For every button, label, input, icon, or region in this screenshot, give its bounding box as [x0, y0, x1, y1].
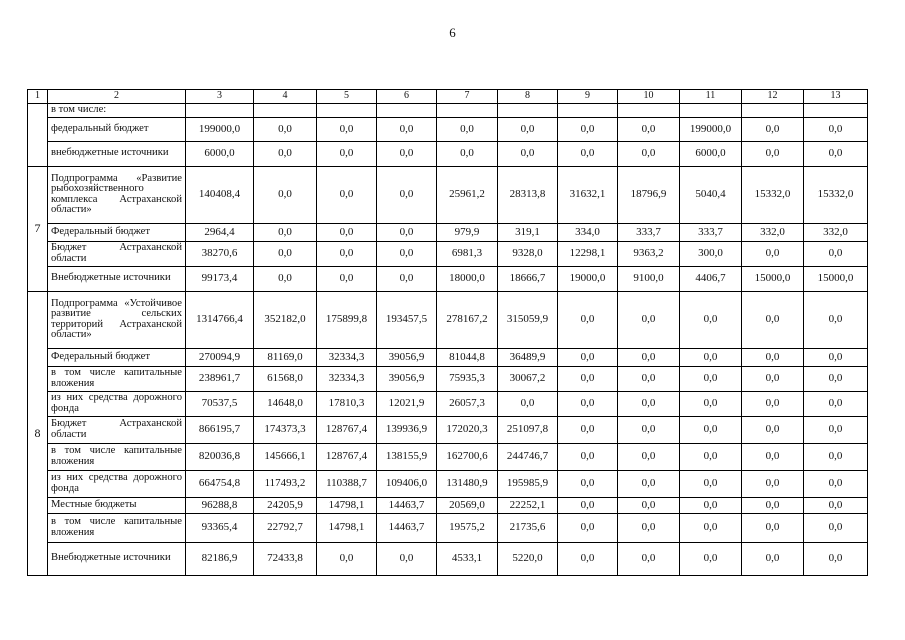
- row-description: Местные бюджеты: [48, 497, 186, 513]
- value-cell: 109406,0: [377, 470, 437, 497]
- value-cell: 0,0: [618, 117, 680, 141]
- value-cell: 0,0: [558, 542, 618, 575]
- value-cell: 18666,7: [498, 266, 558, 291]
- value-cell: 117493,2: [254, 470, 317, 497]
- value-cell: 0,0: [558, 497, 618, 513]
- row-description: Внебюджетные источники: [48, 542, 186, 575]
- value-cell: 39056,9: [377, 366, 437, 391]
- header-cell: 12: [742, 90, 804, 104]
- value-cell: 332,0: [804, 223, 868, 241]
- value-cell: 0,0: [680, 348, 742, 366]
- value-cell: 0,0: [680, 391, 742, 416]
- value-cell: 278167,2: [437, 291, 498, 348]
- value-cell: 15332,0: [804, 166, 868, 223]
- table-row: [28, 166, 868, 223]
- value-cell: 0,0: [742, 117, 804, 141]
- value-cell: 36489,9: [498, 348, 558, 366]
- value-cell: 333,7: [618, 223, 680, 241]
- value-cell: 18796,9: [618, 166, 680, 223]
- value-cell: 6981,3: [437, 241, 498, 266]
- value-cell: 72433,8: [254, 542, 317, 575]
- table-row: [28, 266, 868, 291]
- value-cell: 0,0: [618, 497, 680, 513]
- value-cell: 93365,4: [186, 513, 254, 542]
- value-cell: 0,0: [377, 141, 437, 166]
- value-cell: [437, 104, 498, 118]
- value-cell: 39056,9: [377, 348, 437, 366]
- value-cell: 0,0: [742, 241, 804, 266]
- value-cell: 0,0: [742, 391, 804, 416]
- group-number: 8: [28, 291, 48, 575]
- value-cell: 15000,0: [804, 266, 868, 291]
- value-cell: 75935,3: [437, 366, 498, 391]
- value-cell: 244746,7: [498, 443, 558, 470]
- header-cell: 5: [317, 90, 377, 104]
- value-cell: 140408,4: [186, 166, 254, 223]
- value-cell: 0,0: [680, 470, 742, 497]
- value-cell: 17810,3: [317, 391, 377, 416]
- value-cell: 21735,6: [498, 513, 558, 542]
- value-cell: 2964,4: [186, 223, 254, 241]
- row-description: Подпрограмма «Устойчивое развитие сельских территорий Астраханской области»: [48, 291, 186, 348]
- value-cell: 20569,0: [437, 497, 498, 513]
- value-cell: 0,0: [558, 513, 618, 542]
- value-cell: 0,0: [680, 513, 742, 542]
- value-cell: 0,0: [742, 497, 804, 513]
- value-cell: 0,0: [317, 241, 377, 266]
- value-cell: 0,0: [618, 416, 680, 443]
- value-cell: 6000,0: [680, 141, 742, 166]
- table-row: [28, 241, 868, 266]
- value-cell: 199000,0: [186, 117, 254, 141]
- value-cell: [186, 104, 254, 118]
- value-cell: 18000,0: [437, 266, 498, 291]
- value-cell: 0,0: [437, 117, 498, 141]
- value-cell: 0,0: [437, 141, 498, 166]
- value-cell: 0,0: [377, 166, 437, 223]
- value-cell: 0,0: [254, 266, 317, 291]
- table-row: [28, 542, 868, 575]
- value-cell: 14798,1: [317, 513, 377, 542]
- value-cell: 979,9: [437, 223, 498, 241]
- table-row: [28, 141, 868, 166]
- value-cell: 0,0: [742, 348, 804, 366]
- value-cell: 251097,8: [498, 416, 558, 443]
- value-cell: 22252,1: [498, 497, 558, 513]
- row-description: в том числе капитальные вложения: [48, 366, 186, 391]
- value-cell: 99173,4: [186, 266, 254, 291]
- value-cell: 22792,7: [254, 513, 317, 542]
- value-cell: 664754,8: [186, 470, 254, 497]
- value-cell: [317, 104, 377, 118]
- value-cell: 81044,8: [437, 348, 498, 366]
- value-cell: 4533,1: [437, 542, 498, 575]
- value-cell: 334,0: [558, 223, 618, 241]
- value-cell: 319,1: [498, 223, 558, 241]
- value-cell: 26057,3: [437, 391, 498, 416]
- value-cell: 0,0: [804, 542, 868, 575]
- value-cell: 0,0: [804, 416, 868, 443]
- table-row: [28, 104, 868, 118]
- row-description: федеральный бюджет: [48, 117, 186, 141]
- value-cell: 0,0: [377, 223, 437, 241]
- value-cell: 30067,2: [498, 366, 558, 391]
- header-cell: 8: [498, 90, 558, 104]
- row-description: в том числе капитальные вложения: [48, 513, 186, 542]
- value-cell: 0,0: [680, 416, 742, 443]
- value-cell: 162700,6: [437, 443, 498, 470]
- table-row: [28, 470, 868, 497]
- value-cell: 0,0: [618, 470, 680, 497]
- table-row: [28, 391, 868, 416]
- value-cell: 0,0: [742, 141, 804, 166]
- value-cell: 28313,8: [498, 166, 558, 223]
- row-description: Внебюджетные источники: [48, 266, 186, 291]
- value-cell: 0,0: [618, 391, 680, 416]
- value-cell: 14798,1: [317, 497, 377, 513]
- value-cell: 300,0: [680, 241, 742, 266]
- value-cell: 0,0: [680, 366, 742, 391]
- value-cell: 174373,3: [254, 416, 317, 443]
- value-cell: 81169,0: [254, 348, 317, 366]
- value-cell: 0,0: [618, 513, 680, 542]
- table-row: [28, 416, 868, 443]
- value-cell: 0,0: [680, 542, 742, 575]
- value-cell: 0,0: [804, 513, 868, 542]
- header-cell: 2: [48, 90, 186, 104]
- value-cell: 352182,0: [254, 291, 317, 348]
- row-description: в том числе капитальные вложения: [48, 443, 186, 470]
- table-row: [28, 348, 868, 366]
- value-cell: 0,0: [254, 166, 317, 223]
- value-cell: 0,0: [618, 141, 680, 166]
- value-cell: 0,0: [742, 542, 804, 575]
- value-cell: 0,0: [498, 117, 558, 141]
- row-description: Федеральный бюджет: [48, 348, 186, 366]
- header-cell: 13: [804, 90, 868, 104]
- header-row: [28, 90, 868, 104]
- row-description: из них средства дорожного фонда: [48, 470, 186, 497]
- value-cell: 32334,3: [317, 366, 377, 391]
- value-cell: 0,0: [558, 416, 618, 443]
- value-cell: 332,0: [742, 223, 804, 241]
- value-cell: 5220,0: [498, 542, 558, 575]
- value-cell: 193457,5: [377, 291, 437, 348]
- value-cell: 820036,8: [186, 443, 254, 470]
- value-cell: 0,0: [804, 291, 868, 348]
- value-cell: 14648,0: [254, 391, 317, 416]
- value-cell: 19000,0: [558, 266, 618, 291]
- value-cell: 0,0: [254, 223, 317, 241]
- table-row: [28, 291, 868, 348]
- value-cell: 866195,7: [186, 416, 254, 443]
- value-cell: [558, 104, 618, 118]
- value-cell: 12021,9: [377, 391, 437, 416]
- value-cell: 0,0: [377, 542, 437, 575]
- value-cell: 0,0: [680, 291, 742, 348]
- row-description: из них средства дорожного фонда: [48, 391, 186, 416]
- value-cell: 0,0: [254, 117, 317, 141]
- value-cell: 145666,1: [254, 443, 317, 470]
- table-body: [28, 90, 868, 576]
- value-cell: 0,0: [742, 513, 804, 542]
- value-cell: 0,0: [317, 223, 377, 241]
- value-cell: 131480,9: [437, 470, 498, 497]
- group-number: [28, 104, 48, 167]
- table-row: [28, 443, 868, 470]
- header-cell: 9: [558, 90, 618, 104]
- value-cell: 175899,8: [317, 291, 377, 348]
- value-cell: 15332,0: [742, 166, 804, 223]
- value-cell: 0,0: [742, 416, 804, 443]
- value-cell: 0,0: [377, 241, 437, 266]
- value-cell: 14463,7: [377, 513, 437, 542]
- value-cell: 9100,0: [618, 266, 680, 291]
- value-cell: 128767,4: [317, 416, 377, 443]
- value-cell: 0,0: [558, 443, 618, 470]
- row-description: Федеральный бюджет: [48, 223, 186, 241]
- value-cell: 0,0: [558, 366, 618, 391]
- value-cell: 110388,7: [317, 470, 377, 497]
- value-cell: 0,0: [804, 391, 868, 416]
- table-row: [28, 223, 868, 241]
- value-cell: 0,0: [254, 141, 317, 166]
- value-cell: [742, 104, 804, 118]
- value-cell: 0,0: [804, 497, 868, 513]
- value-cell: 5040,4: [680, 166, 742, 223]
- value-cell: 0,0: [558, 141, 618, 166]
- value-cell: 15000,0: [742, 266, 804, 291]
- value-cell: 0,0: [558, 391, 618, 416]
- value-cell: 0,0: [317, 166, 377, 223]
- value-cell: 0,0: [317, 141, 377, 166]
- group-number: 7: [28, 166, 48, 291]
- value-cell: 199000,0: [680, 117, 742, 141]
- value-cell: [618, 104, 680, 118]
- value-cell: 0,0: [804, 366, 868, 391]
- value-cell: 0,0: [618, 443, 680, 470]
- value-cell: 0,0: [558, 470, 618, 497]
- header-cell: 11: [680, 90, 742, 104]
- value-cell: 0,0: [317, 266, 377, 291]
- header-cell: 7: [437, 90, 498, 104]
- value-cell: 0,0: [804, 443, 868, 470]
- value-cell: 270094,9: [186, 348, 254, 366]
- header-cell: 6: [377, 90, 437, 104]
- value-cell: 0,0: [742, 470, 804, 497]
- value-cell: 0,0: [317, 117, 377, 141]
- value-cell: 0,0: [618, 291, 680, 348]
- value-cell: 9328,0: [498, 241, 558, 266]
- header-cell: 3: [186, 90, 254, 104]
- value-cell: 4406,7: [680, 266, 742, 291]
- value-cell: 0,0: [558, 348, 618, 366]
- value-cell: 14463,7: [377, 497, 437, 513]
- value-cell: 0,0: [742, 291, 804, 348]
- row-description: Подпрограмма «Развитие рыбохозяйственного комплекса Астраханской области»: [48, 166, 186, 223]
- value-cell: 0,0: [558, 291, 618, 348]
- value-cell: 96288,8: [186, 497, 254, 513]
- value-cell: 0,0: [377, 266, 437, 291]
- value-cell: 32334,3: [317, 348, 377, 366]
- row-description: Бюджет Астраханской области: [48, 241, 186, 266]
- value-cell: 333,7: [680, 223, 742, 241]
- value-cell: 9363,2: [618, 241, 680, 266]
- value-cell: 0,0: [804, 470, 868, 497]
- value-cell: 0,0: [618, 348, 680, 366]
- value-cell: 0,0: [804, 117, 868, 141]
- value-cell: 19575,2: [437, 513, 498, 542]
- value-cell: 24205,9: [254, 497, 317, 513]
- value-cell: 139936,9: [377, 416, 437, 443]
- value-cell: 0,0: [804, 241, 868, 266]
- value-cell: 31632,1: [558, 166, 618, 223]
- value-cell: 0,0: [254, 241, 317, 266]
- table-row: [28, 117, 868, 141]
- value-cell: 0,0: [618, 366, 680, 391]
- value-cell: 138155,9: [377, 443, 437, 470]
- header-cell: 10: [618, 90, 680, 104]
- value-cell: 0,0: [317, 542, 377, 575]
- value-cell: [804, 104, 868, 118]
- value-cell: 0,0: [498, 141, 558, 166]
- value-cell: 315059,9: [498, 291, 558, 348]
- value-cell: 25961,2: [437, 166, 498, 223]
- value-cell: 1314766,4: [186, 291, 254, 348]
- value-cell: [254, 104, 317, 118]
- value-cell: 172020,3: [437, 416, 498, 443]
- budget-table: [27, 89, 868, 576]
- row-description: Бюджет Астраханской области: [48, 416, 186, 443]
- row-description: внебюджетные источники: [48, 141, 186, 166]
- value-cell: [498, 104, 558, 118]
- value-cell: 61568,0: [254, 366, 317, 391]
- header-cell: 1: [28, 90, 48, 104]
- header-cell: 4: [254, 90, 317, 104]
- row-description: в том числе:: [48, 104, 186, 118]
- value-cell: 82186,9: [186, 542, 254, 575]
- value-cell: 12298,1: [558, 241, 618, 266]
- value-cell: [377, 104, 437, 118]
- value-cell: 38270,6: [186, 241, 254, 266]
- value-cell: 238961,7: [186, 366, 254, 391]
- value-cell: 0,0: [618, 542, 680, 575]
- value-cell: [680, 104, 742, 118]
- value-cell: 0,0: [498, 391, 558, 416]
- value-cell: 0,0: [804, 141, 868, 166]
- value-cell: 6000,0: [186, 141, 254, 166]
- table-row: [28, 497, 868, 513]
- value-cell: 0,0: [377, 117, 437, 141]
- value-cell: 0,0: [680, 497, 742, 513]
- value-cell: 0,0: [742, 443, 804, 470]
- table-row: [28, 513, 868, 542]
- value-cell: 0,0: [804, 348, 868, 366]
- page-number: 6: [449, 25, 456, 40]
- value-cell: 0,0: [558, 117, 618, 141]
- value-cell: 128767,4: [317, 443, 377, 470]
- value-cell: 70537,5: [186, 391, 254, 416]
- value-cell: 0,0: [680, 443, 742, 470]
- value-cell: 195985,9: [498, 470, 558, 497]
- value-cell: 0,0: [742, 366, 804, 391]
- table-row: [28, 366, 868, 391]
